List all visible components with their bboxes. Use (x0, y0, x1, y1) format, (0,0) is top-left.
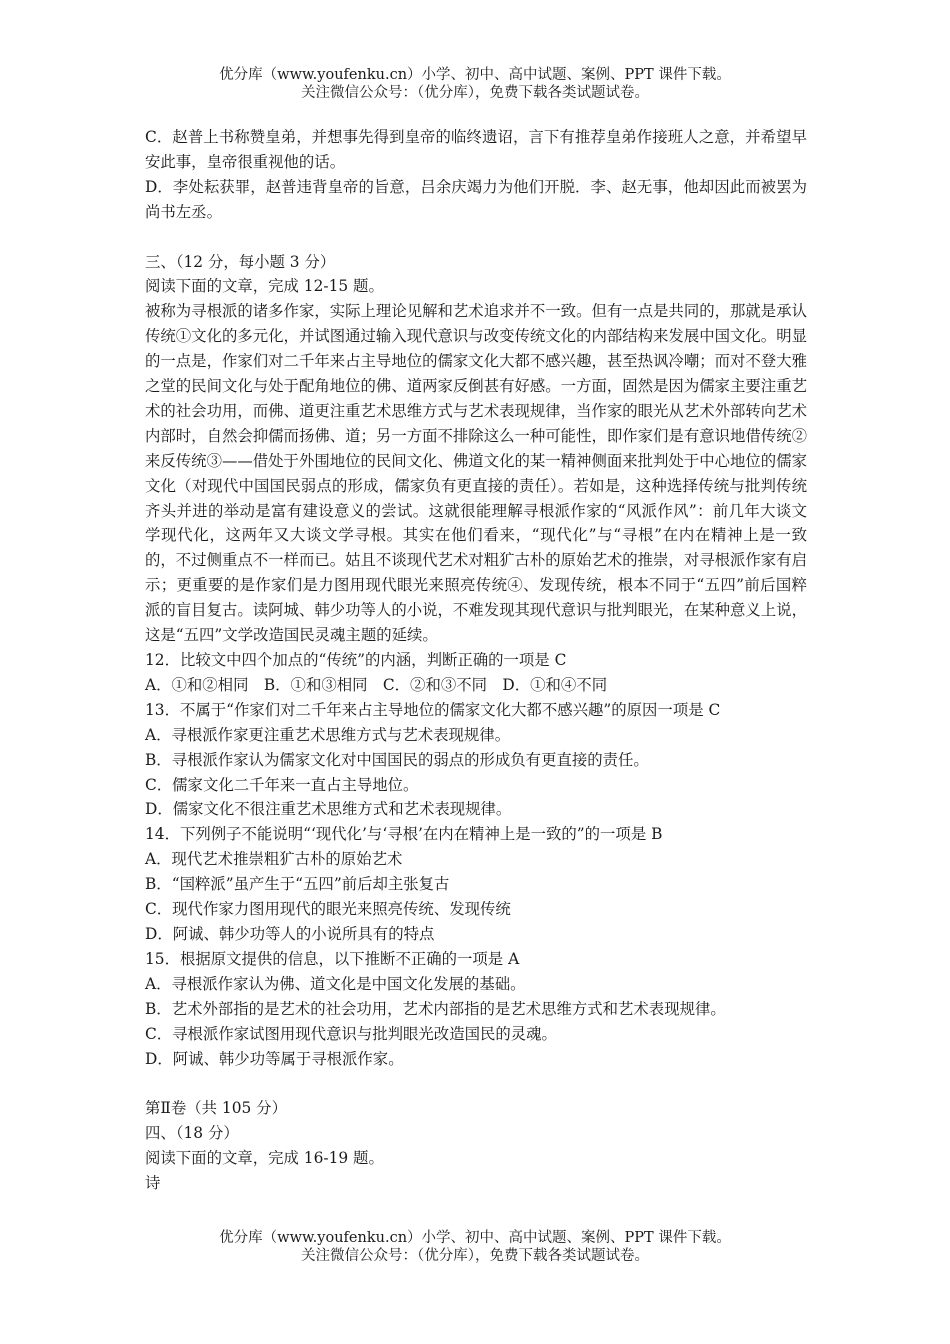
footer-line-1: 优分库（www.youfenku.cn）小学、初中、高中试题、案例、PPT 课件下载。 (219, 1230, 731, 1246)
prev-option-d: D．李处耘获罪，赵普违背皇帝的旨意，吕余庆竭力为他们开脱．李、赵无事，他却因此而被罢为尚书左丞。 (145, 177, 807, 221)
page-footer (0, 1229, 950, 1265)
question-15-option-d: D．阿诚、韩少功等属于寻根派作家。 (145, 1049, 404, 1068)
question-15: 15．根据原文提供的信息，以下推断不正确的一项是 A (145, 949, 520, 968)
prev-option-c: C．赵普上书称赞皇弟，并想事先得到皇帝的临终遗诏，言下有推荐皇弟作接班人之意，并希望早安此事，皇帝很重视他的话。 (145, 128, 807, 171)
document-body (145, 125, 807, 1196)
question-15-option-b: B．艺术外部指的是艺术的社会功用，艺术内部指的是艺术思维方式和艺术表现规律。 (145, 999, 726, 1018)
question-15-option-a: A．寻根派作家认为佛、道文化是中国文化发展的基础。 (145, 974, 526, 993)
question-13-option-c: C．儒家文化二千年来一直占主导地位。 (145, 775, 419, 794)
question-14-option-b: B．“国粹派”虽产生于“五四”前后却主张复古 (145, 875, 450, 894)
spacer (145, 225, 807, 250)
reading-passage: 被称为寻根派的诸多作家，实际上理论见解和艺术追求并不一致。但有一点是共同的，那就是承认传统①文化的多元化，并试图通过输入现代意识与改变传统文化的内部结构来发展中国文化。明显的一点是，作家们对二千年来占主导地位的儒家文化大都不感兴趣，甚至热讽冷嘲；而对不登大雅之堂的民间文化与处于配角地位的佛、道两家反倒甚有好感。一方面，固然是因为儒家主要注重艺术的社会功用，而佛、道更注重艺术思维方式与艺术表现规律，当作家的眼光从艺术外部转向艺术内部时，自然会抑儒而扬佛、道；另一方面不排除这么一种可能性，即作家们是有意识地借传统②来反传统③——借处于外围地位的民间文化、佛道文化的某一精神侧面来批判处于中心地位的儒家文化（对现代中国国民弱点的形成，儒家负有更直接的责任）。若如是，这种选择传统与批判传统齐头并进的举动是富有建设意义的尝试。这就很能理解寻根派作家的“风派作风”：前几年大谈文学现代化，这两年又大谈文学寻根。其实在他们看来，“现代化”与“寻根”在内在精神上是一致的，不过侧重点不一样而已。姑且不谈现代艺术对粗犷古朴的原始艺术的推崇，对寻根派作家有启示；更重要的是作家们是力图用现代眼光来照亮传统④、发现传统，根本不同于“五四”前后国粹派的盲目复古。读阿城、韩少功等人的小说，不难发现其现代意识与批判眼光，在某种意义上说，这是“五四”文学改造国民灵魂主题的延续。 (145, 302, 807, 645)
header-line-2: 关注微信公众号：（优分库），免费下载各类试题试卷。 (301, 85, 649, 101)
question-13: 13．不属于“作家们对二千年来占主导地位的儒家文化大都不感兴趣”的原因一项是 C (145, 700, 721, 719)
question-15-option-c: C．寻根派作家试图用现代意识与批判眼光改造国民的灵魂。 (145, 1024, 557, 1043)
part-2-title: 第Ⅱ卷（共 105 分） (145, 1099, 287, 1118)
question-13-option-b: B．寻根派作家认为儒家文化对中国国民的弱点的形成负有更直接的责任。 (145, 750, 649, 769)
question-12: 12．比较文中四个加点的“传统”的内涵，判断正确的一项是 C (145, 651, 567, 670)
page-header (0, 66, 950, 102)
footer-line-2: 关注微信公众号：（优分库），免费下载各类试题试卷。 (301, 1248, 649, 1264)
section-4-instruction: 阅读下面的文章，完成 16-19 题。 (145, 1149, 384, 1168)
question-13-option-a: A．寻根派作家更注重艺术思维方式与艺术表现规律。 (145, 725, 511, 744)
question-14: 14．下列例子不能说明“‘现代化’与‘寻根’在内在精神上是一致的”的一项是 B (145, 825, 663, 844)
section-3-title: 三、（12 分，每小题 3 分） (145, 252, 336, 271)
poem-heading: 诗 (145, 1174, 161, 1193)
question-14-option-c: C．现代作家力图用现代的眼光来照亮传统、发现传统 (145, 900, 511, 919)
question-14-option-d: D．阿诚、韩少功等人的小说所具有的特点 (145, 924, 435, 943)
spacer (145, 1071, 807, 1096)
section-4-title: 四、（18 分） (145, 1124, 239, 1143)
header-line-1: 优分库（www.youfenku.cn）小学、初中、高中试题、案例、PPT 课件下载。 (219, 67, 731, 83)
question-13-option-d: D．儒家文化不很注重艺术思维方式和艺术表现规律。 (145, 800, 512, 819)
question-12-options: A．①和②相同 B．①和③相同 C．②和③不同 D．①和④不同 (145, 675, 608, 694)
section-3-instruction: 阅读下面的文章，完成 12-15 题。 (145, 277, 384, 296)
question-14-option-a: A．现代艺术推崇粗犷古朴的原始艺术 (145, 850, 403, 869)
